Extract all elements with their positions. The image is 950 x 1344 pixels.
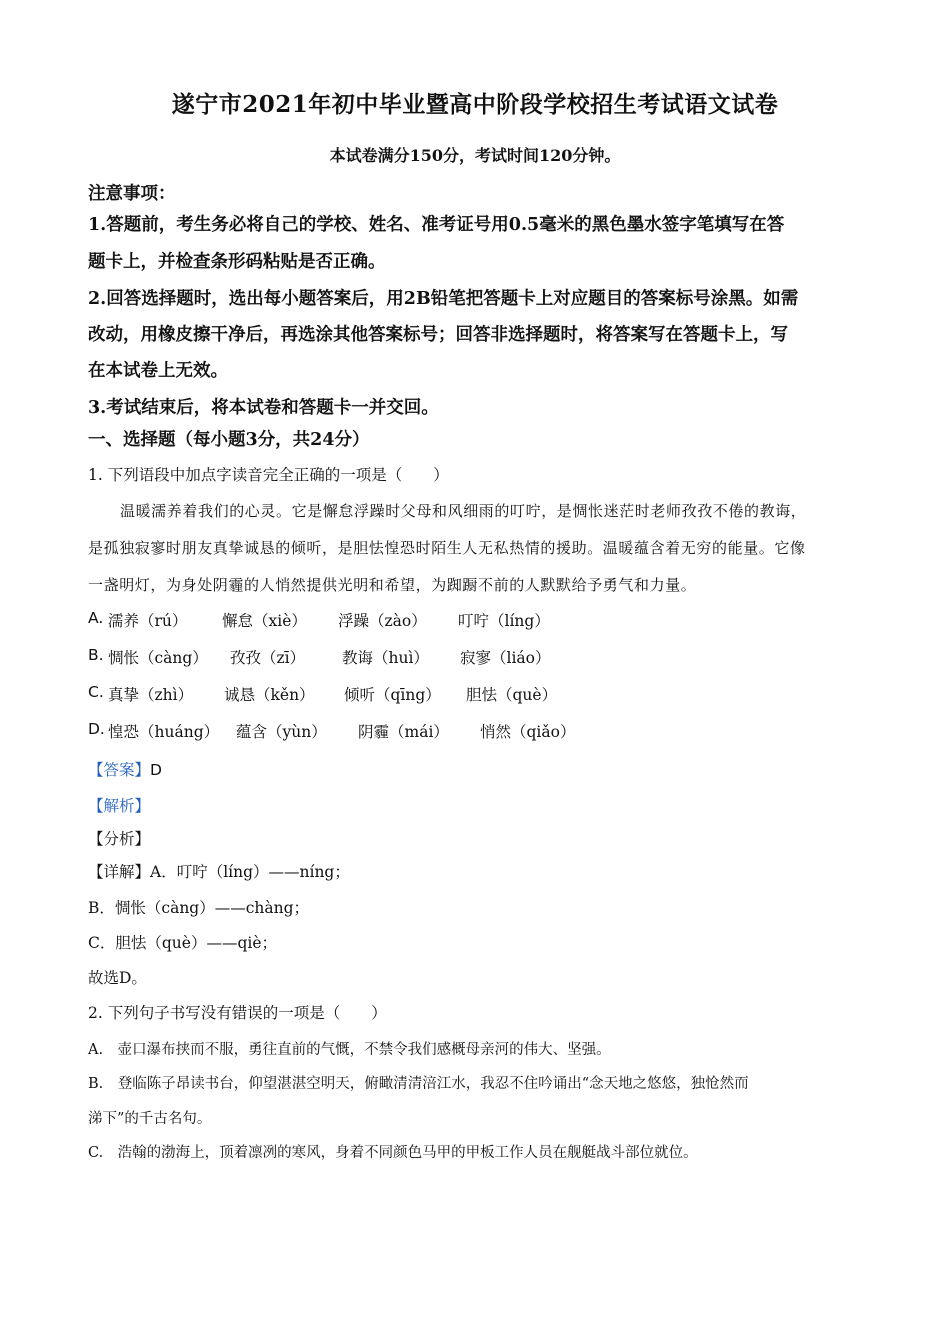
question-2-option-c: C. 浩翰的渤海上，顶着凛冽的寒风，身着不同颜色马甲的甲板工作人员在舰艇战斗部位就位。 xyxy=(88,1145,698,1161)
answer-tag: 【答案】 xyxy=(88,761,151,779)
option-b-item-1: 惆怅（càng） xyxy=(108,649,208,667)
option-a-item-2: 懈怠（xiè） xyxy=(222,612,307,630)
option-a-item-1: 濡养（rú） xyxy=(108,612,188,630)
passage-line-1: 温暖濡养着我们的心灵。它是懈怠浮躁时父母和风细雨的叮咛，是惆怅迷茫时老师孜孜不倦的教诲， xyxy=(120,502,807,520)
notice-heading: 注意事项： xyxy=(88,184,176,204)
detail-line-2: B．惆怅（càng）——chàng； xyxy=(88,899,310,917)
option-c xyxy=(88,683,888,707)
option-c-item-2: 诚恳（kěn） xyxy=(224,686,315,704)
option-c-item-1: 真挚（zhì） xyxy=(108,686,194,704)
conclusion: 故选D。 xyxy=(88,969,147,987)
notice-item-2-line-1: 2.回答选择题时，选出每小题答案后，用2B铅笔把答题卡上对应题目的答案标号涂黑。如需 xyxy=(88,289,799,309)
option-d-label: D. xyxy=(88,720,105,738)
option-b-label: B. xyxy=(88,646,104,664)
option-d xyxy=(88,720,888,744)
option-d-item-4: 悄然（qiǎo） xyxy=(480,723,576,741)
notice-item-2-line-3: 在本试卷上无效。 xyxy=(88,361,228,381)
option-d-item-1: 惶恐（huáng） xyxy=(108,723,220,741)
option-b-item-4: 寂寥（liáo） xyxy=(460,649,551,667)
fenxi-tag: 【分析】 xyxy=(88,830,151,848)
option-c-item-4: 胆怯（què） xyxy=(466,686,558,704)
answer-value: D xyxy=(150,761,162,779)
passage-line-2: 是孤独寂寥时朋友真挚诚恳的倾听，是胆怯惶恐时陌生人无私热情的援助。温暖蕴含着无穷的能量。它像 xyxy=(88,539,806,557)
section-heading: 一、选择题（每小题3分，共24分） xyxy=(88,430,370,450)
analysis-tag: 【解析】 xyxy=(88,797,151,815)
option-c-item-3: 倾听（qīng） xyxy=(344,686,441,704)
notice-item-3: 3.考试结束后，将本试卷和答题卡一并交回。 xyxy=(88,398,439,418)
question-2-option-b-line-1: B. 登临陈子昂读书台，仰望湛湛空明天，俯瞰清清涪江水，我忍不住吟诵出“念天地之悠悠，独怆然而 xyxy=(88,1076,749,1092)
option-c-label: C. xyxy=(88,683,104,701)
option-d-item-2: 蕴含（yùn） xyxy=(236,723,327,741)
page-title: 遂宁市2021年初中毕业暨高中阶段学校招生考试语文试卷 xyxy=(171,91,779,118)
detail-line-1: 【详解】A．叮咛（líng）——níng； xyxy=(88,863,350,881)
passage-line-3: 一盏明灯，为身处阴霾的人悄然提供光明和希望，为踟蹰不前的人默默给予勇气和力量。 xyxy=(88,576,697,594)
option-b xyxy=(88,646,888,670)
option-b-item-3: 教诲（huì） xyxy=(342,649,429,667)
option-a-item-3: 浮躁（zào） xyxy=(338,612,427,630)
notice-item-1-line-1: 1.答题前，考生务必将自己的学校、姓名、准考证号用0.5毫米的黑色墨水签字笔填写在答 xyxy=(88,215,785,235)
question-1-stem: 1. 下列语段中加点字读音完全正确的一项是（ ） xyxy=(88,466,449,484)
notice-item-2-line-2: 改动，用橡皮擦干净后，再选涂其他答案标号；回答非选择题时，将答案写在答题卡上，写 xyxy=(88,325,788,345)
exam-subtitle: 本试卷满分150分，考试时间120分钟。 xyxy=(329,146,621,165)
question-2-option-a: A. 壶口瀑布挟而不服，勇往直前的气慨，不禁令我们感概母亲河的伟大、坚强。 xyxy=(88,1042,611,1058)
option-a-label: A. xyxy=(88,609,104,627)
answer-line xyxy=(88,758,162,780)
option-a xyxy=(88,609,888,633)
option-d-item-3: 阴霾（mái） xyxy=(358,723,449,741)
question-2-stem: 2. 下列句子书写没有错误的一项是（ ） xyxy=(88,1004,387,1022)
notice-item-1-line-2: 题卡上，并检查条形码粘贴是否正确。 xyxy=(88,252,386,272)
option-a-item-4: 叮咛（líng） xyxy=(458,612,550,630)
question-2-option-b-line-2: 涕下”的千古名句。 xyxy=(88,1111,212,1127)
detail-line-3: C．胆怯（què）——qiè； xyxy=(88,934,277,952)
option-b-item-2: 孜孜（zī） xyxy=(230,649,306,667)
